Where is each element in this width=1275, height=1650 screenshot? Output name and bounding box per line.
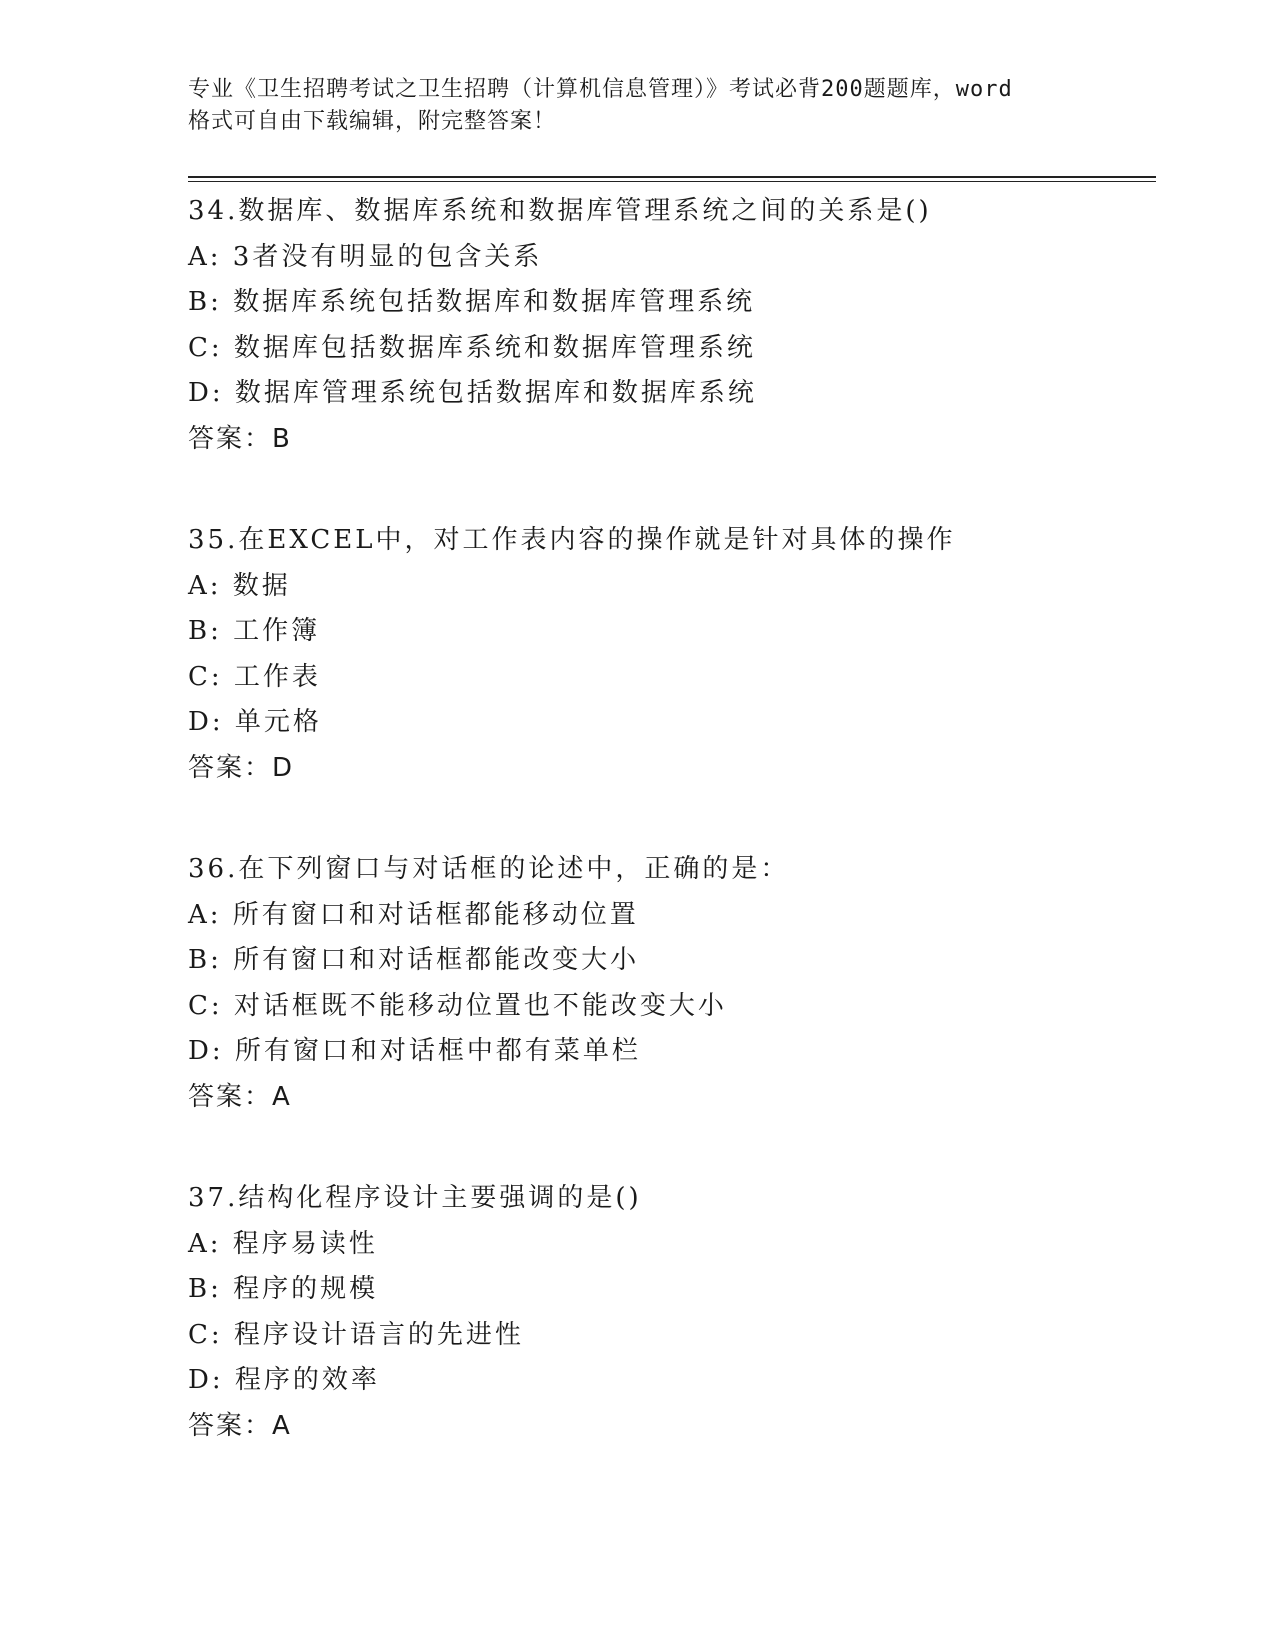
answer-line: 答案：B xyxy=(188,423,292,454)
option-b: B: 数据库系统包括数据库和数据库管理系统 xyxy=(188,287,756,317)
question-list xyxy=(188,189,1148,1505)
question-stem: 36.在下列窗口与对话框的论述中，正确的是： xyxy=(188,854,790,884)
document-header xyxy=(188,74,1088,138)
option-c: C: 对话框既不能移动位置也不能改变大小 xyxy=(188,990,727,1021)
question-36 xyxy=(188,847,1148,1120)
option-b: B: 程序的规模 xyxy=(188,1274,379,1304)
question-stem: 34.数据库、数据库系统和数据库管理系统之间的关系是() xyxy=(188,196,932,226)
header-divider-thin xyxy=(188,181,1156,182)
answer-line: 答案：A xyxy=(188,1081,292,1112)
option-a: A: 数据 xyxy=(188,570,291,601)
header-line-1: 专业《卫生招聘考试之卫生招聘（计算机信息管理）》考试必背200题题库，word xyxy=(188,77,1013,102)
option-b: B: 工作簿 xyxy=(188,616,321,646)
question-34 xyxy=(188,189,1148,462)
option-d: D: 单元格 xyxy=(188,707,322,737)
question-stem: 35.在EXCEL中，对工作表内容的操作就是针对具体的操作 xyxy=(188,525,956,555)
question-35 xyxy=(188,518,1148,791)
option-d: D: 数据库管理系统包括数据库和数据库系统 xyxy=(188,378,757,408)
answer-line: 答案：D xyxy=(188,752,295,783)
header-line-2: 格式可自由下载编辑，附完整答案！ xyxy=(188,109,557,134)
option-a: A: 程序易读性 xyxy=(188,1228,378,1259)
option-d: D: 程序的效率 xyxy=(188,1365,380,1395)
question-37 xyxy=(188,1176,1148,1449)
question-stem: 37.结构化程序设计主要强调的是() xyxy=(188,1183,642,1213)
option-c: C: 工作表 xyxy=(188,661,321,692)
option-c: C: 数据库包括数据库系统和数据库管理系统 xyxy=(188,332,756,363)
option-a: A: 所有窗口和对话框都能移动位置 xyxy=(188,899,639,930)
option-c: C: 程序设计语言的先进性 xyxy=(188,1319,524,1350)
option-d: D: 所有窗口和对话框中都有菜单栏 xyxy=(188,1036,641,1066)
option-b: B: 所有窗口和对话框都能改变大小 xyxy=(188,945,640,975)
option-a: A: 3者没有明显的包含关系 xyxy=(188,241,543,272)
answer-line: 答案：A xyxy=(188,1410,292,1441)
header-divider-thick xyxy=(188,176,1156,178)
